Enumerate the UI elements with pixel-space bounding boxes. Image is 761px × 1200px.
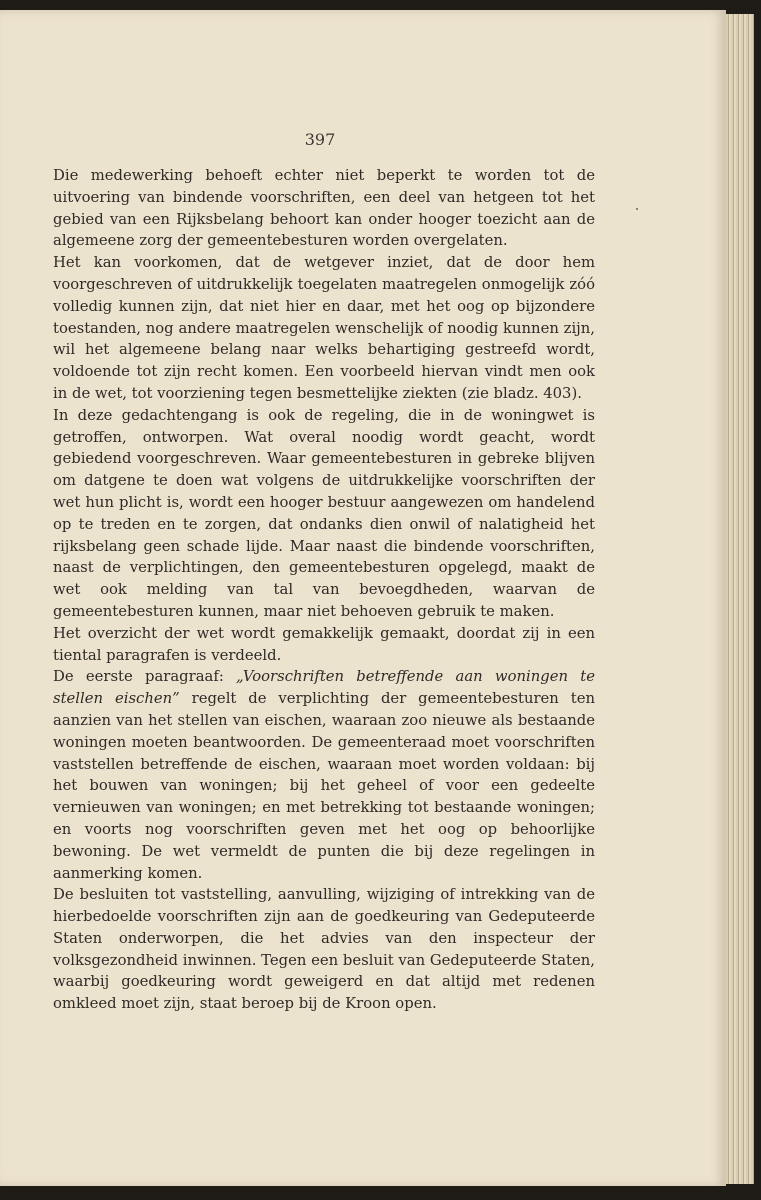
paragraph-5-text: regelt de verplichting der gemeentebesturen ten aanzien van het stellen van eischen, waaraan zoo nieuwe als bestaande woningen moeten beantwoorden. De gemeenteraad moet voorschriften vaststellen betreffende de eischen, waaraan moet worden voldaan: bij het bouwen van woningen; bij het geheel of voor een gedeelte vernieuwen van woningen; en met betrekking tot bestaande woningen; en voorts nog voorschriften geven met het oog op behoorlijke bewoning. De wet vermeldt de punten die bij deze regelingen in aanmerking komen. [53, 690, 595, 882]
paragraph-6: De besluiten tot vaststelling, aanvulling, wijziging of intrekking van de hierbedoelde voorschriften zijn aan de goedkeuring van Gedeputeerde Staten onderworpen, die het advies van den inspecteur der volksgezondheid inwinnen. Tegen een besluit van Gedeputeerde Staten, waarbij goedkeuring wordt geweigerd en dat altijd met redenen omkleed moet zijn, staat beroep bij de Kroon open. [53, 886, 595, 1013]
paragraph-1: Die medewerking behoeft echter niet beperkt te worden tot de uitvoering van bindende voorschriften, een deel van hetgeen tot het gebied van een Rijksbelang behoort kan onder hooger toezicht aan de algemeene zorg der gemeentebesturen worden overgelaten. [53, 167, 595, 250]
paragraph-5 [53, 666, 595, 884]
paragraph-5-prefix: De eerste paragraaf: [53, 668, 237, 686]
section-title-italic: „Voorschriften betreffende aan woningen te stellen eischen” [53, 668, 595, 708]
body-text [53, 165, 595, 1015]
paper-speck [636, 208, 638, 210]
paragraph-3: In deze gedachtengang is ook de regeling, die in de woningwet is getroffen, ontworpen. Wat overal noodig wordt geacht, wordt gebiedend voorgeschreven. Waar gemeentebesturen in gebreke blijven om datgene te doen wat volgens de uitdrukkelijke voorschriften der wet hun plicht is, wordt een hooger bestuur aangewezen om handelend op te treden en te zorgen, dat ondanks dien onwil of nalatigheid het rijksbelang geen schade lijde. Maar naast die bindende voorschriften, naast de verplichtingen, den gemeentebesturen opgelegd, maakt de wet ook melding van tal van bevoegdheden, waarvan de gemeentebesturen kunnen, maar niet behoeven gebruik te maken. [53, 406, 595, 620]
page-number: 397 [304, 130, 336, 149]
paragraph-2: Het kan voorkomen, dat de wetgever inziet, dat de door hem voorgeschreven of uitdrukkelijk toegelaten maatregelen onmogelijk zóó volledig kunnen zijn, dat niet hier en daar, met het oog op bijzondere toestanden, nog andere maatregelen wenschelijk of noodig kunnen zijn, wil het algemeene belang naar welks behartiging gestreefd wordt, voldoende tot zijn recht komen. Een voorbeeld hiervan vindt men ook in de wet, tot voorziening tegen besmettelijke ziekten (zie bladz. 403). [53, 254, 595, 402]
book-page [0, 10, 726, 1186]
page-edges [726, 14, 754, 1184]
paragraph-4: Het overzicht der wet wordt gemakkelijk gemaakt, doordat zij in een tiental paragrafen is verdeeld. [53, 624, 595, 664]
